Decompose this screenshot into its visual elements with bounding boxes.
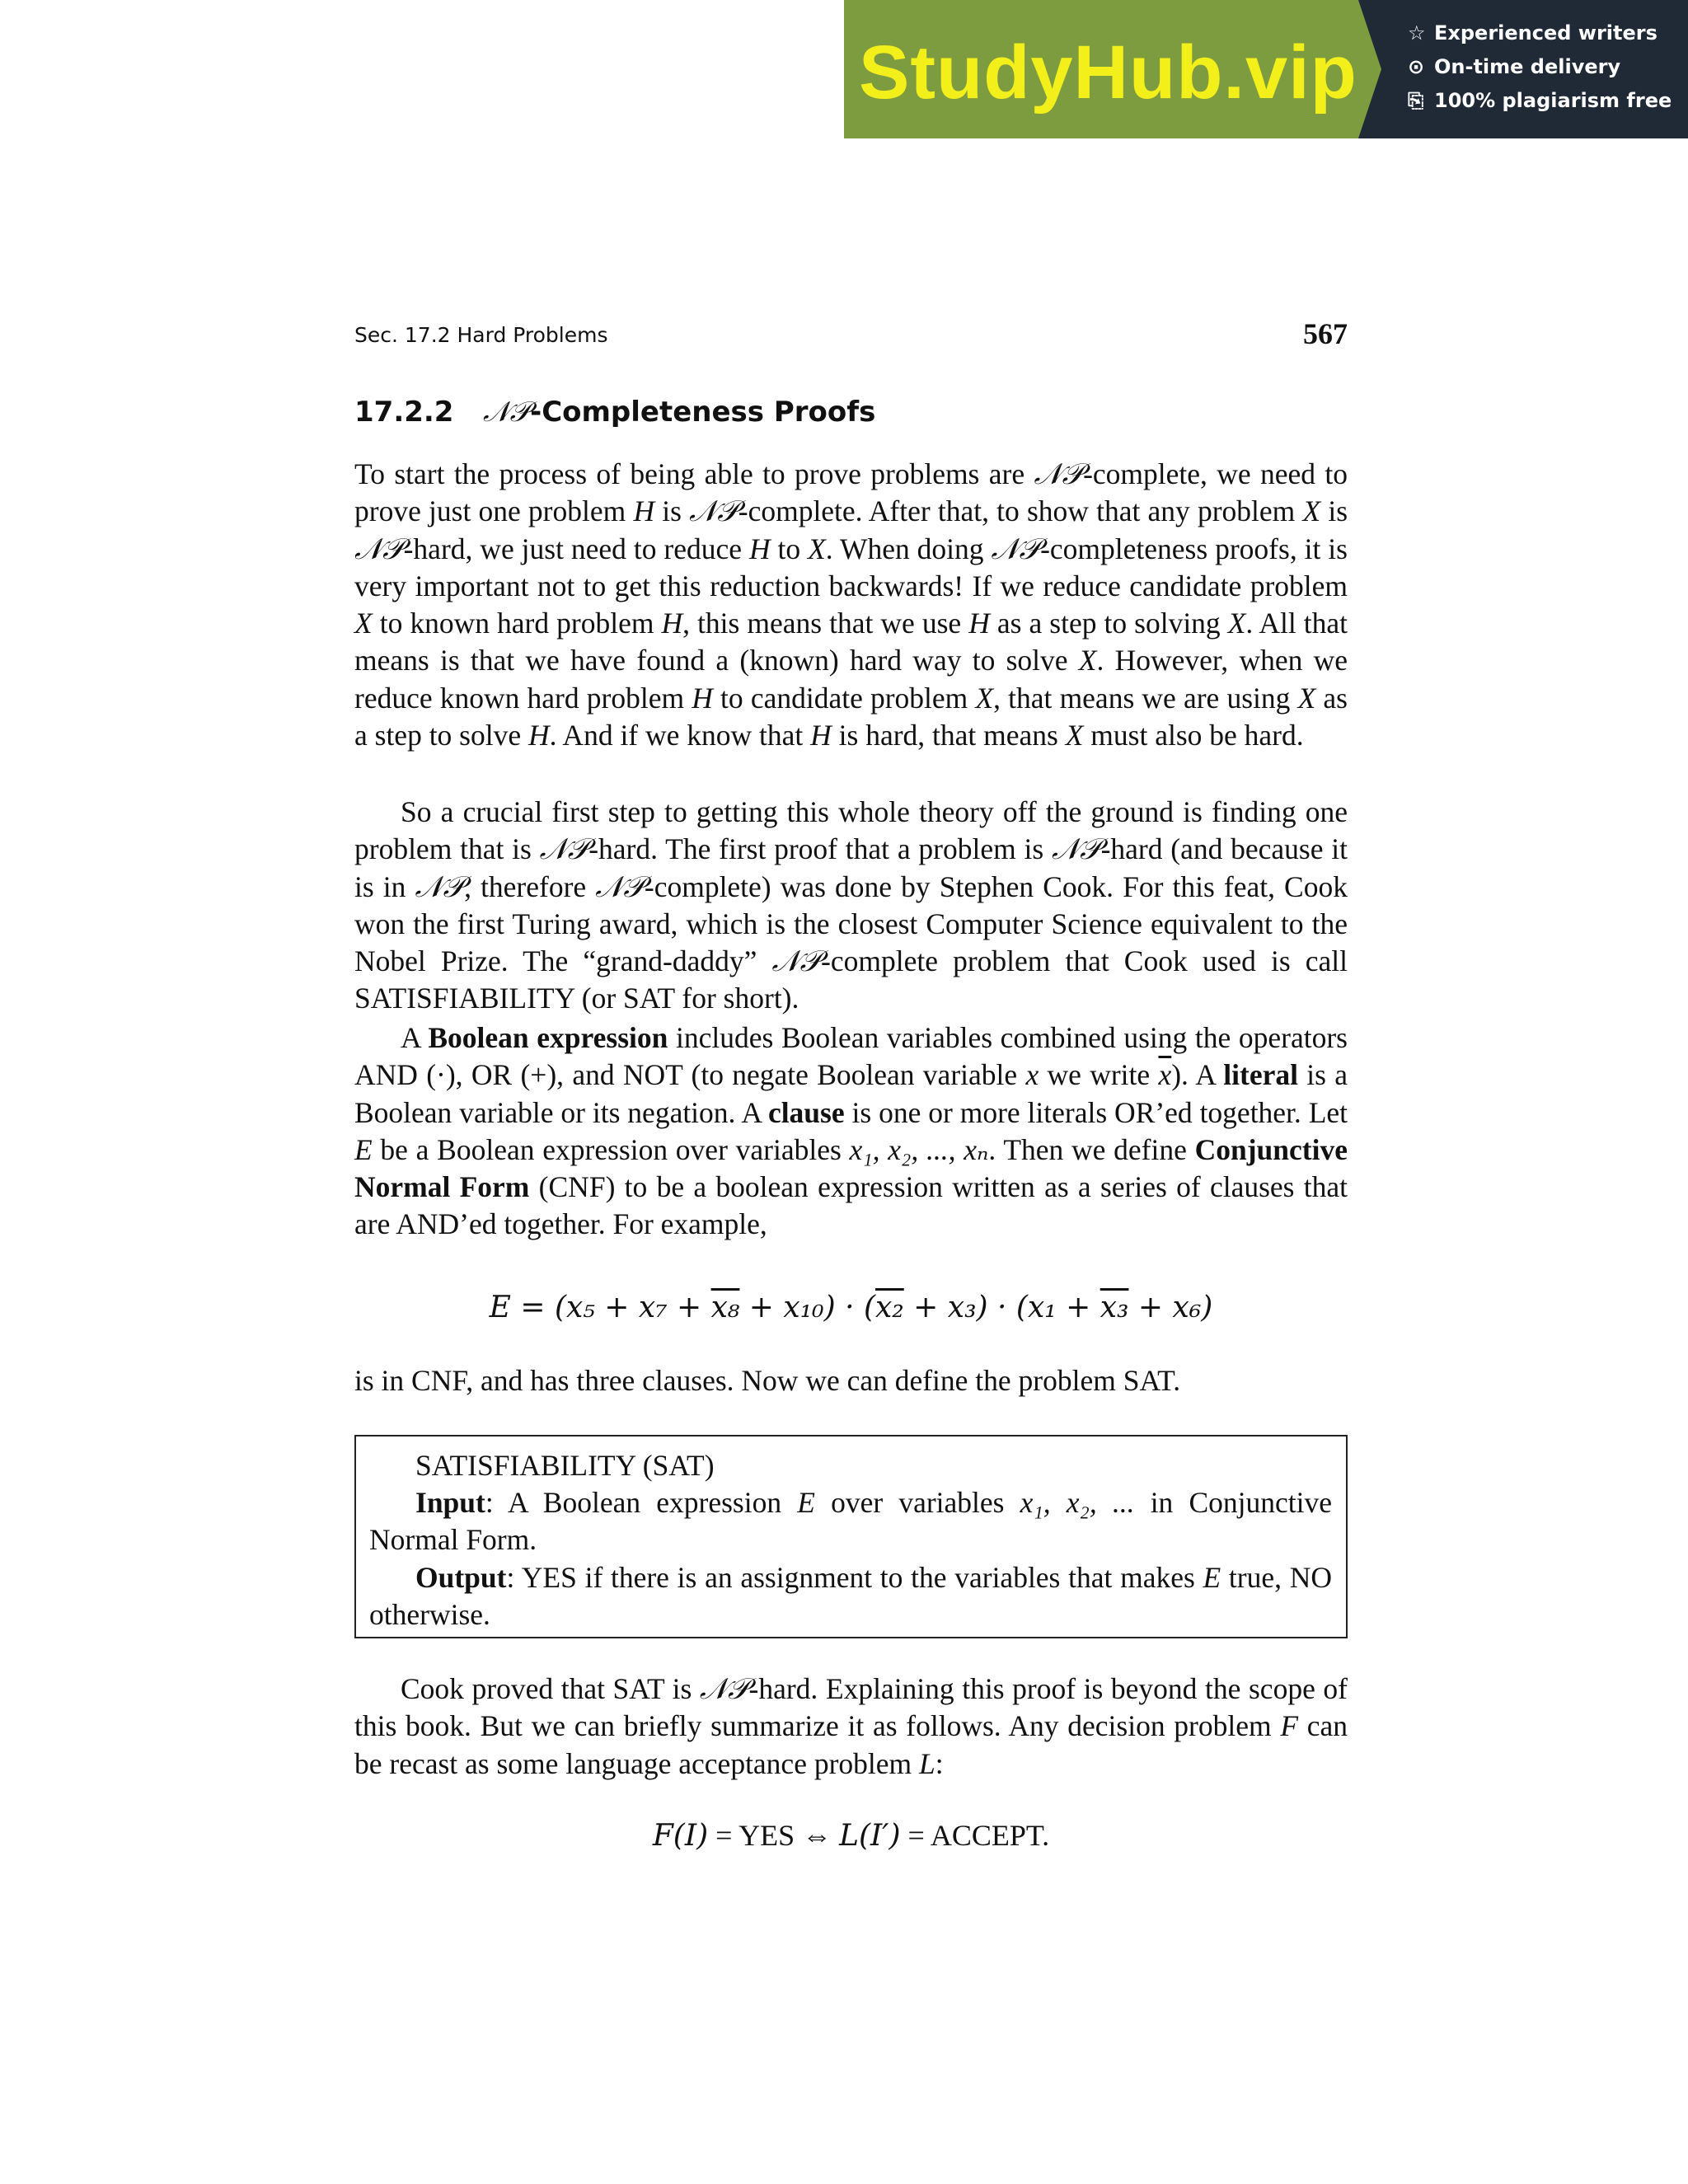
section-title <box>354 396 875 429</box>
np-symbol: 𝒩𝒫 <box>482 396 531 429</box>
paragraph-1: To start the process of being able to prove problems are 𝒩𝒫-complete, we need to prove just one problem H is 𝒩𝒫-complete. After that, to show that any problem X is 𝒩𝒫-hard, we just need to reduce H to X. When doing 𝒩𝒫-completeness proofs, it is very important not to get this reduction backwards! If we reduce candidate problem X to known hard problem H, this means that we use H as a step to solving X. All that means is that we have found a (known) hard way to solve X. However, when we reduce known hard problem H to candidate problem X, that means we are using X as a step to solve H. And if we know that H is hard, that means X must also be hard. <box>354 457 1348 752</box>
paragraph-2: So a crucial first step to getting this whole theory off the ground is finding one problem that is 𝒩𝒫-hard. The first proof that a problem is 𝒩𝒫-hard (and because it is in 𝒩𝒫, therefore 𝒩𝒫-complete) was done by Stephen Cook. For this feat, Cook won the first Turing award, which is the closest Computer Science equivalent to the Nobel Prize. The “grand-daddy” 𝒩𝒫-complete problem that Cook used is call SATISFIABILITY (or SAT for short). <box>354 795 1348 1015</box>
badge-label: 100% plagiarism free <box>1434 89 1672 112</box>
section-number: 17.2.2 <box>354 396 454 429</box>
sat-box-output: Output: YES if there is an assignment to the variables that makes E true, NO otherwise. <box>369 1561 1332 1632</box>
cnf-equation: E = (x₅ + x₇ + x₈ + x₁₀) · (x₂ + x₃) · (x₁ + x₃ + x₆) <box>489 1291 1213 1324</box>
clock-icon: ⊙ <box>1408 55 1425 78</box>
star-icon: ☆ <box>1408 21 1426 45</box>
paragraph-5: Cook proved that SAT is 𝒩𝒫-hard. Explaining this proof is beyond the scope of this book. But we can briefly summarize it as follows. Any decision problem F can be recast as some language acceptance problem L: <box>354 1672 1348 1780</box>
section-title-text: -Completeness Proofs <box>530 396 876 429</box>
document-check-icon: ⎘ <box>1408 89 1424 112</box>
badge-on-time-delivery <box>1408 55 1620 78</box>
badge-label: Experienced writers <box>1434 21 1658 45</box>
sat-definition-box <box>354 1435 1348 1638</box>
running-head: Sec. 17.2 Hard Problems <box>354 323 608 347</box>
badge-label: On-time delivery <box>1434 55 1621 78</box>
badge-experienced-writers <box>1408 21 1658 45</box>
paragraph-3: A Boolean expression includes Boolean variables combined using the operators AND (·), OR (+), and NOT (to negate Boolean variable x we write $\overline{x}$). A literal is a Boolean variable or its negation. A clause is one or more literals OR’ed together. Let E be a Boolean expression over variables x₁, x₂, ..., xₙ. Then we define Conjunctive Normal Form (CNF) to be a boolean expression written as a series of clauses that are AND’ed together. For example, <box>354 1021 1348 1241</box>
banner-arrow-divider <box>1358 0 1381 138</box>
decision-equation: F(I) = YES ⇔ L(I′) = ACCEPT. <box>652 1819 1050 1853</box>
badge-plagiarism-free <box>1408 89 1672 112</box>
page-number: 567 <box>1303 317 1348 350</box>
paragraph-4: is in CNF, and has three clauses. Now we can define the problem SAT. <box>354 1364 1181 1397</box>
sat-box-title: SATISFIABILITY (SAT) <box>415 1449 715 1482</box>
studyhub-logo[interactable]: StudyHub.vip <box>859 30 1357 115</box>
sat-box-input: Input: A Boolean expression E over variables x₁, x₂, ... in Conjunctive Normal Form. <box>369 1486 1332 1557</box>
